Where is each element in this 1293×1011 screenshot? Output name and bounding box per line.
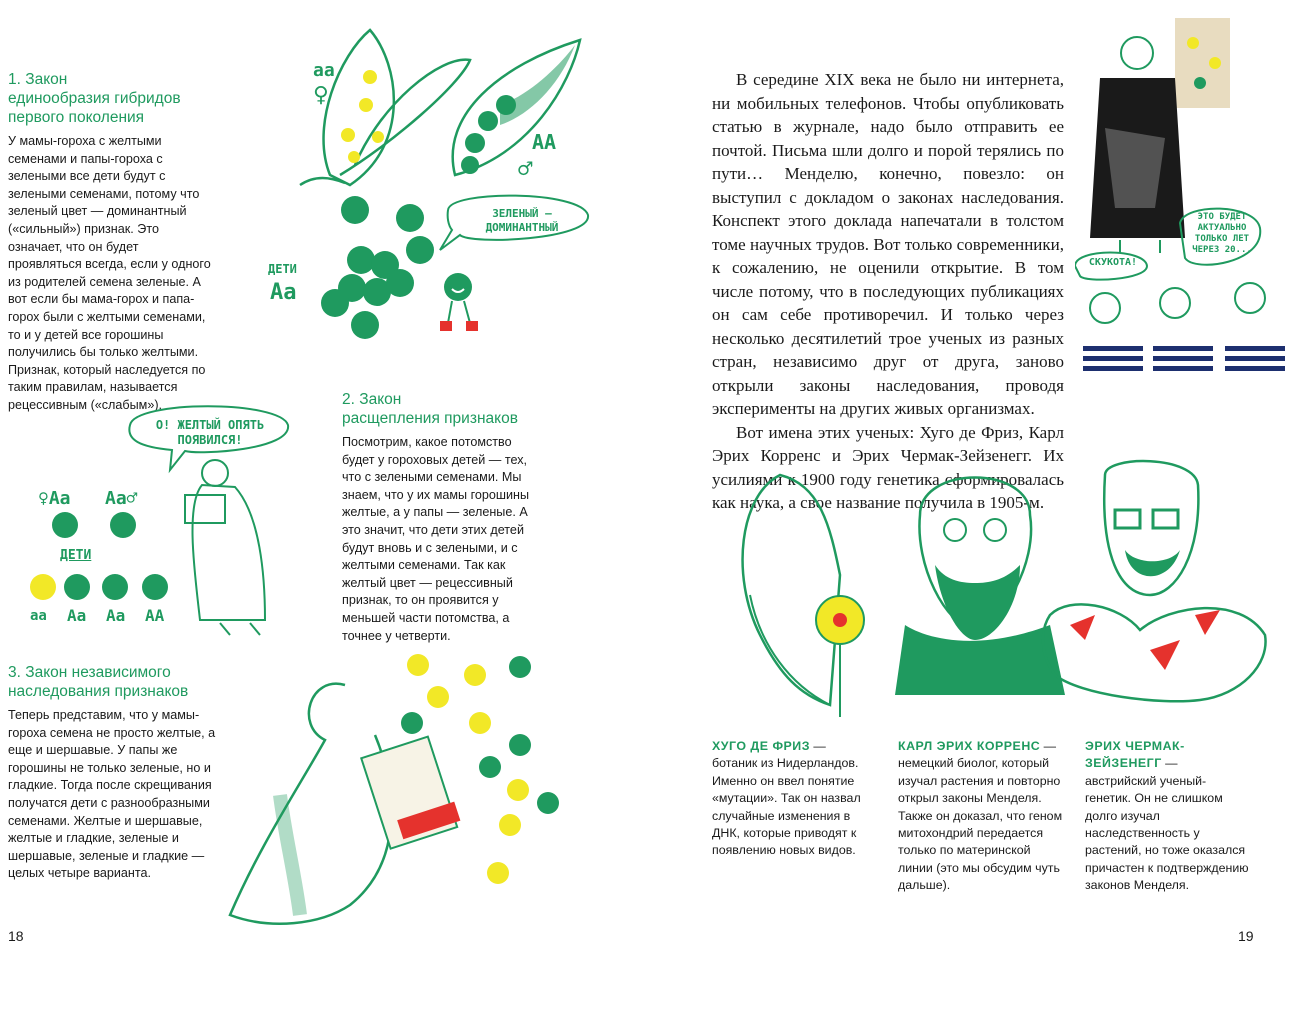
law3-section (8, 663, 218, 883)
father-genotype-label: АА (532, 130, 557, 154)
caption-text: — немецкий биолог, который изучал растения и повторно открыл законы Менделя. Также он доказал, что геном митохондрий передается только по материнской линии (это мы обсудим чуть дальше). (898, 739, 1063, 893)
caption-de-vries (712, 738, 872, 860)
caption-correns (898, 738, 1063, 895)
collage-paper-icon (1175, 18, 1230, 108)
law1-section (8, 70, 213, 415)
yellow-pea-icon (348, 151, 360, 163)
caption-text: — австрийский ученый-генетик. Он не слишком долго изучал наследственность у растений, но тоже оказался причастен к подтверждению законов Менделя. (1085, 756, 1249, 893)
genotype-label: Аа (106, 606, 126, 625)
law1-body: У мамы-гороха с желтыми семенами и папы-гороха с зелеными все дети будут с зелеными семенами, потому что зеленый цвет — доминантный («сильный») признак. Это означает, что он будет проявляться всегда, если у одного из родителей семена зеленые. А вот если бы мама-горох и папа-горох были с желтыми семенами, то и у детей все горошины получились бы только желтыми. Признак, который наследуется по таким правилам, называется рецессивным («слабым»). (8, 134, 211, 412)
flower-icon (816, 596, 864, 717)
caption-name: КАРЛ ЭРИХ КОРРЕНС (898, 739, 1041, 753)
genotype-label: аа (30, 608, 47, 624)
page-number-left: 18 (8, 928, 24, 944)
law3-body: Теперь представим, что у мамы-гороха семена не просто желтые, а еще и шершавые. У папы же горошины не только зеленые, но и гладкие. Тогда после скрещивания получатся дети с разнообразными семенами. Желтые и шершавые, желтые и гладкие, зеленые и шершавые, зеленые и гладкие — целых четыре варианта. (8, 708, 216, 881)
yellow-pea-icon (341, 128, 355, 142)
yellow-pea-icon (359, 98, 373, 112)
genotype-label: АА (145, 606, 165, 625)
red-flower-icon (1070, 610, 1220, 670)
law1-title: 1. Закон единообразия гибридов первого поколения (8, 71, 181, 126)
green-pea-icon (478, 111, 498, 131)
yellow-pea-icon (363, 70, 377, 84)
monk-reading-illustration (200, 645, 580, 935)
boring-speech-bubble: СКУКОТА! (1088, 257, 1138, 268)
green-pea-icon (496, 95, 516, 115)
genotype-label: Аа (67, 606, 87, 625)
law2-section (342, 390, 538, 645)
parent1-genotype: ♀Аа (38, 488, 71, 509)
paragraph-2: Вот имена этих ученых: Хуго де Фриз, Карл Эрих Корренс и Эрих Чермак-Зейзенегг. Их усилиями к 1900 году генетика сформировалась как наука, а свое название получила в 1905-м. (712, 422, 1064, 512)
yellow-pea-icon (372, 131, 384, 143)
right-main-text (712, 68, 1064, 515)
children-label-2: ДЕТИ (60, 548, 92, 563)
parent2-genotype: Аа♂ (105, 488, 138, 509)
paragraph-1: В середине XIX века не было ни интернета, ни мобильных телефонов. Чтобы опубликовать статью в журнале, надо было отправить ее почтой. Письма шли долго и порой терялись по пути… Менделю, конечно, повезло: он выступил с докладом о законах наследования. Конспект этого доклада напечатали в толстом томе научных трудов. Вот только современники, к сожалению, не оценили открытие. В том числе потому, что в последующих публикациях он сам себе противоречил. И только через несколько десятилетий трое ученых из разных стран, независимо друг от друга, заново открыли законы наследования, проводя эксперименты на других живых организмах. (712, 70, 1064, 418)
caption-name: ЭРИХ ЧЕРМАК-ЗЕЙЗЕНЕГГ (1085, 739, 1185, 771)
yellow-again-speech-bubble: О! ЖЕЛТЫЙ ОПЯТЬ ПОЯВИЛСЯ! (155, 418, 265, 447)
law2-body: Посмотрим, какое потомство будет у гороховых детей — тех, что с зелеными семенами. Мы знаем, что у их мамы горошины желтые, а у папы — зеленые. А это значит, что дети этих детей будут вновь и с зелеными, и с желтыми семенами. Так как желтый цвет — рецессивный признак, то он проявится у меньшей части потомства, а точнее у четверти. (342, 435, 530, 643)
law3-title: 3. Закон независимого наследования признаков (8, 664, 189, 700)
mendel-head-icon (1121, 37, 1153, 69)
mendel-collage-illustration (1075, 8, 1290, 373)
female-symbol-icon: ♀ (313, 80, 329, 110)
caption-name: ХУГО ДЕ ФРИЗ (712, 739, 810, 753)
future-speech-bubble: ЭТО БУДЕТ АКТУАЛЬНО ТОЛЬКО ЛЕТ ЧЕРЕЗ 20... (1192, 212, 1252, 255)
page-number-right: 19 (1238, 928, 1254, 944)
green-pea-icon (465, 133, 485, 153)
scientists-portraits-illustration (720, 455, 1280, 720)
children-genotype-label: Аа (270, 280, 297, 305)
de-vries-portrait-icon (743, 475, 840, 705)
children-label: ДЕТИ (268, 262, 297, 276)
scientist-head-icon (202, 460, 228, 486)
dominant-speech-bubble: ЗЕЛЕНЫЙ — ДОМИНАНТНЫЙ (485, 207, 559, 234)
male-symbol-icon: ♂ (518, 155, 533, 183)
caption-text: — ботаник из Нидерландов. Именно он ввел понятие «мутации». Так он назвал случайные изменения в ДНК, которые приводят к появлению новых видов. (712, 739, 861, 858)
monk-figure-icon (230, 684, 391, 924)
mother-genotype-label: аа (313, 60, 335, 81)
book-icon (185, 495, 225, 523)
green-pea-icon (461, 156, 479, 174)
law2-title: 2. Закон расщепления признаков (342, 391, 518, 427)
caption-tschermak (1085, 738, 1250, 895)
